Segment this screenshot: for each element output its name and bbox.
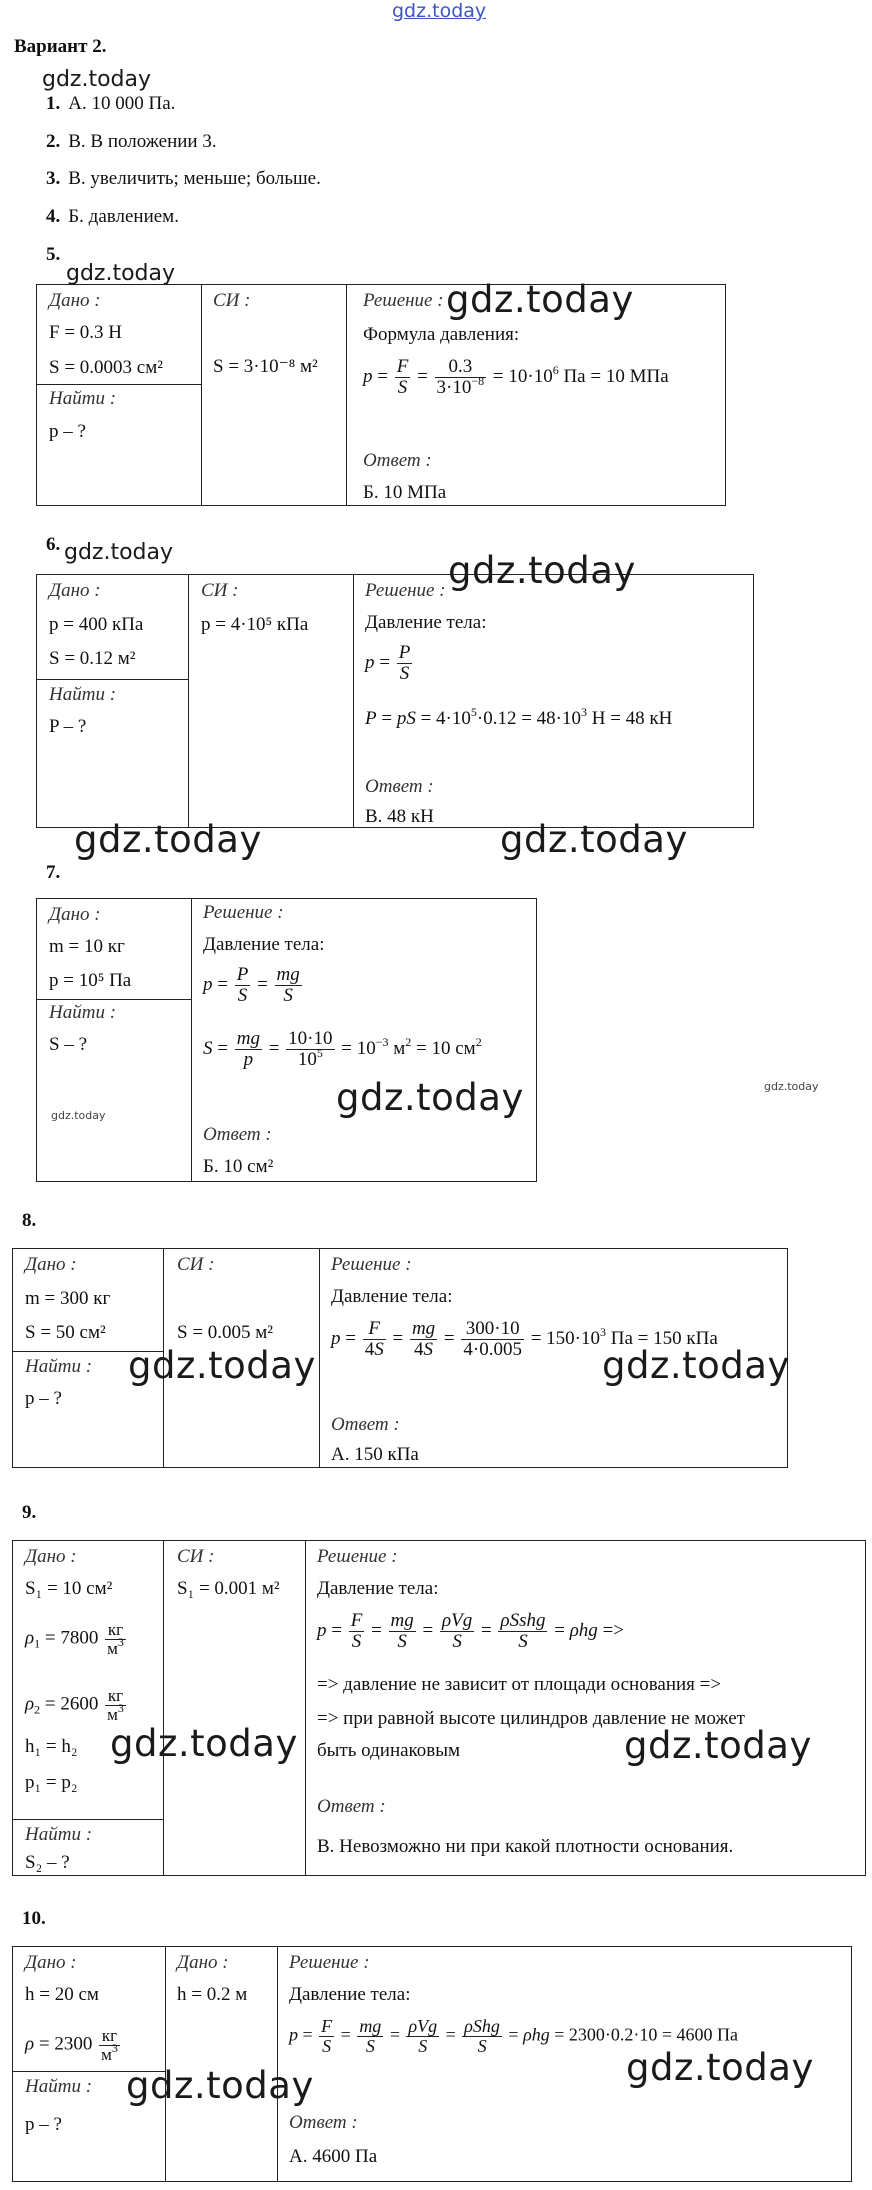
solution-label: Решение : [365, 580, 446, 601]
solution-label: Решение : [203, 902, 284, 923]
given-value: ρ = 2300 $\frac{кг}{м^3}$ [25, 2026, 118, 2064]
given-value: S₁ = 10 см² [25, 1578, 113, 1599]
si-label: СИ : [177, 1254, 215, 1275]
solution-label: Решение : [363, 290, 444, 311]
answer-label: Ответ : [363, 450, 432, 471]
find-label: Найти : [25, 1824, 93, 1845]
watermark: gdz.today [64, 540, 174, 565]
si-value: p = 4·10⁵ кПа [201, 614, 309, 635]
top-watermark-link[interactable]: gdz.today [392, 0, 487, 22]
watermark: gdz.today [446, 278, 634, 321]
given-label: Дано : [25, 1546, 77, 1567]
given-value: h = 20 см [25, 1984, 99, 2005]
formula: S = $\frac{mg}{p}$ = $\frac{10\cdot 10}{10^5}$ = $10^{-3}$ $м^2 = 10$ $см^2$ [203, 1028, 482, 1070]
answer-label: Ответ : [317, 1796, 386, 1817]
answer-value: Б. 10 МПа [363, 482, 447, 503]
solution-line: Давление тела: [317, 1578, 439, 1599]
watermark: gdz.today [110, 1722, 298, 1765]
watermark: gdz.today [66, 261, 176, 286]
find-label: Найти : [49, 1002, 117, 1023]
solution-line: быть одинаковым [317, 1740, 461, 1761]
si-label: СИ : [177, 1546, 215, 1567]
given-value: $\rho_2 = 2600$ $\frac{кг}{м^3}$ [25, 1686, 124, 1724]
formula: p = $\frac{P}{S}$ [365, 642, 411, 684]
find-value: p – ? [49, 421, 86, 442]
variant-title: Вариант 2. [14, 36, 107, 57]
formula: P = pS = $4\cdot 10^5\cdot 0.12 = 48\cdot 10^3$ Н = 48 кН [365, 705, 673, 729]
formula: p = $\frac{F}{S}$ = $\frac{mg}{S}$ = $\frac{\text{ρVg}}{S}$ = $\frac{\text{ρSshg}}{S}$ = ρhg => [317, 1610, 624, 1652]
answer-value: В. 48 кН [365, 806, 434, 827]
si-label: СИ : [213, 290, 251, 311]
problem-6-table [36, 574, 754, 828]
solution-line: => при равной высоте цилиндров давление не может [317, 1708, 745, 1729]
answer-value: Б. 10 см² [203, 1156, 274, 1177]
given-value: S = 50 см² [25, 1322, 106, 1343]
given-value: p = 10⁵ Па [49, 970, 132, 991]
formula: p = $\frac{F}{S}$ = $\frac{mg}{S}$ = $\frac{\text{ρVg}}{S}$ = $\frac{\text{ρShg}}{S}$ = ρhg = 2300·0.2·10 = 4600 Па [289, 2016, 738, 2056]
watermark: gdz.today [42, 67, 152, 92]
given-label: Дано : [25, 1952, 77, 1973]
solution-line: Давление тела: [203, 934, 325, 955]
solution-label: Решение : [331, 1254, 412, 1275]
si-value: S = 0.005 м² [177, 1322, 274, 1343]
find-value: S – ? [49, 1034, 87, 1055]
solution-label: Решение : [317, 1546, 398, 1567]
given-value: m = 300 кг [25, 1288, 111, 1309]
given-value: h₁ = h₂ [25, 1736, 78, 1757]
watermark: gdz.today [602, 1344, 790, 1387]
watermark: gdz.today [128, 1344, 316, 1387]
given-value: $\rho_1 = 7800$ $\frac{кг}{м^3}$ [25, 1620, 124, 1658]
solution-label: Решение : [289, 1952, 370, 1973]
answer-value: А. 4600 Па [289, 2146, 378, 2167]
si-label: СИ : [201, 580, 239, 601]
problem-10-number: 10. [22, 1908, 46, 1929]
si-value: h = 0.2 м [177, 1984, 248, 2005]
answer-label: Ответ : [365, 776, 434, 797]
find-label: Найти : [25, 1356, 93, 1377]
si-label: Дано : [177, 1952, 229, 1973]
given-label: Дано : [49, 290, 101, 311]
watermark: gdz.today [126, 2064, 314, 2107]
solution-line: Давление тела: [289, 1984, 411, 2005]
watermark: gdz.today [74, 818, 262, 861]
list-item: 4. Б. давлением. [46, 206, 179, 227]
given-label: Дано : [49, 580, 101, 601]
find-value: P – ? [49, 716, 87, 737]
si-value: S = 3·10⁻⁸ м² [213, 356, 318, 377]
list-item: 1. А. 10 000 Па. [46, 93, 176, 114]
problem-7-table [36, 898, 537, 1182]
watermark: gdz.today [448, 549, 636, 592]
answer-value: А. 150 кПа [331, 1444, 419, 1465]
given-value: S = 0.0003 см² [49, 357, 163, 378]
problem-5-number: 5. [46, 244, 61, 265]
find-label: Найти : [49, 684, 117, 705]
watermark: gdz.today [626, 2046, 814, 2089]
find-label: Найти : [25, 2076, 93, 2097]
problem-9-table [12, 1540, 866, 1876]
find-value: S₂ – ? [25, 1852, 70, 1873]
answer-label: Ответ : [289, 2112, 358, 2133]
solution-line: => давление не зависит от площади основания => [317, 1674, 722, 1695]
list-item: 3. В. увеличить; меньше; больше. [46, 168, 321, 189]
given-value: p₁ = p₂ [25, 1772, 78, 1793]
watermark: gdz.today [51, 1109, 106, 1122]
given-label: Дано : [25, 1254, 77, 1275]
given-value: S = 0.12 м² [49, 648, 136, 669]
formula: p = $\frac{P}{S}$ = $\frac{mg}{S}$ [203, 964, 300, 1006]
given-value: p = 400 кПа [49, 614, 144, 635]
find-value: p – ? [25, 2114, 62, 2135]
watermark: gdz.today [336, 1076, 524, 1119]
problem-8-number: 8. [22, 1210, 37, 1231]
answer-label: Ответ : [331, 1414, 400, 1435]
solution-line: Давление тела: [365, 612, 487, 633]
find-label: Найти : [49, 388, 117, 409]
problem-7-number: 7. [46, 862, 61, 883]
watermark: gdz.today [624, 1724, 812, 1767]
answer-value: В. Невозможно ни при какой плотности основания. [317, 1836, 734, 1857]
problem-6-number: 6. [46, 534, 61, 555]
solution-line: Формула давления: [363, 324, 520, 345]
given-label: Дано : [49, 904, 101, 925]
si-value: S₁ = 0.001 м² [177, 1578, 280, 1599]
given-value: m = 10 кг [49, 936, 125, 957]
formula: p = $\frac{F}{4S}$ = $\frac{mg}{4S}$ = $\frac{300\cdot 10}{4\cdot 0.005}$ = $150\cdot 10^3$ Па = 150 кПа [331, 1318, 718, 1360]
formula: p = $\frac{F}{S}$ = $\frac{0.3}{3\cdot 10^{-8}}$ = $10\cdot 10^6$ Па = 10 МПа [363, 356, 669, 398]
list-item: 2. В. В положении 3. [46, 131, 217, 152]
solution-line: Давление тела: [331, 1286, 453, 1307]
watermark: gdz.today [500, 818, 688, 861]
given-value: F = 0.3 Н [49, 322, 123, 343]
find-value: p – ? [25, 1388, 62, 1409]
answer-label: Ответ : [203, 1124, 272, 1145]
problem-9-number: 9. [22, 1502, 37, 1523]
watermark: gdz.today [764, 1080, 819, 1093]
